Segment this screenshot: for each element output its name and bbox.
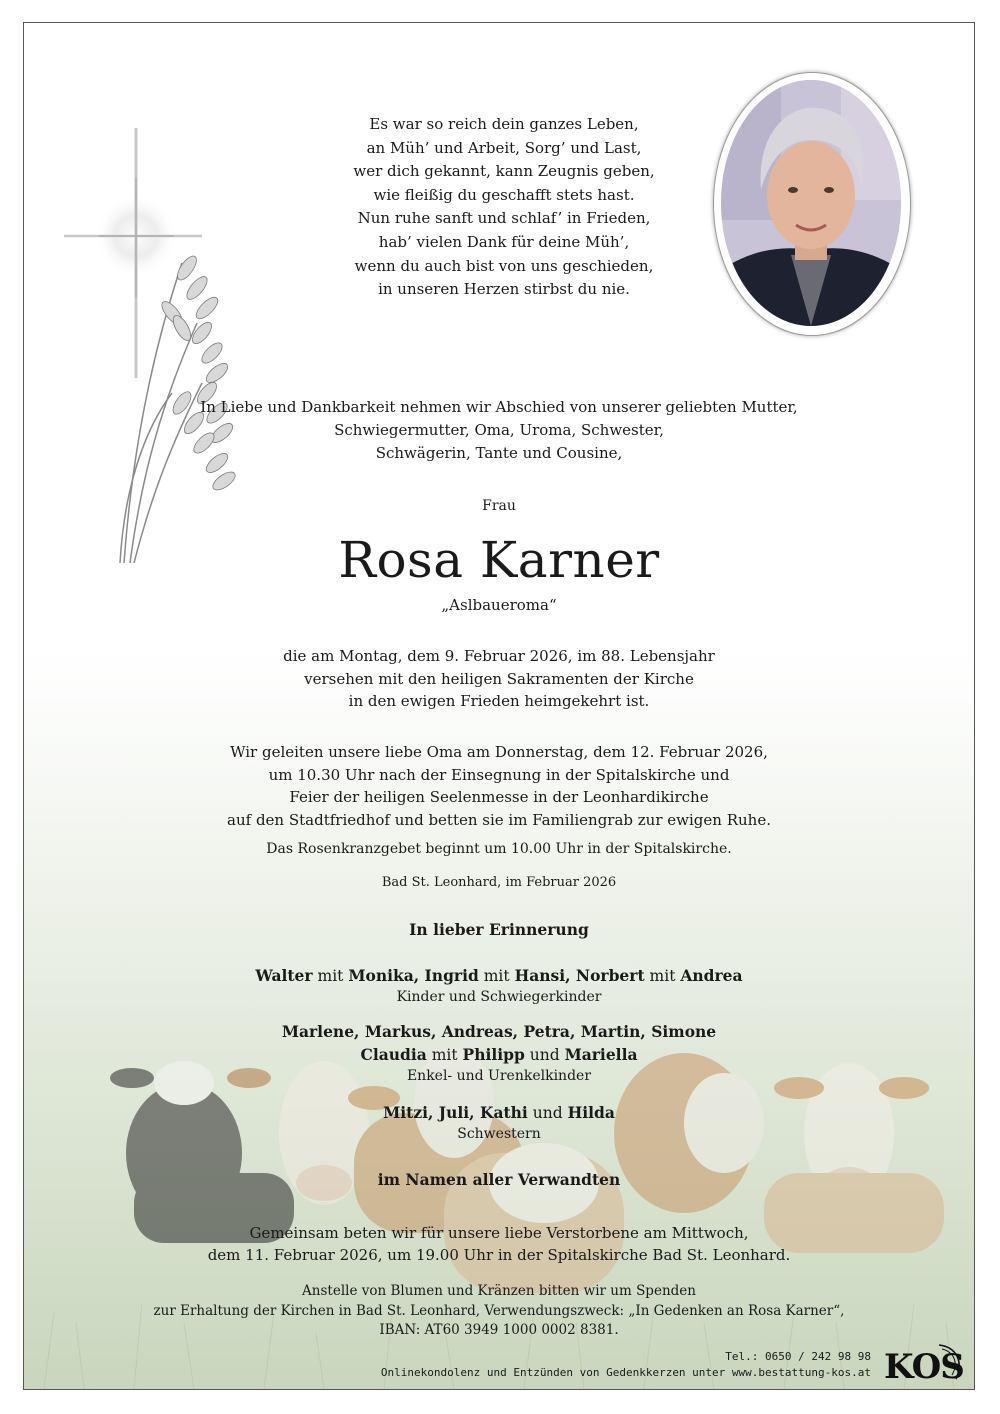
- family-name: Mitzi, Juli, Kathi: [383, 1103, 528, 1122]
- intro-line: Schwiegermutter, Oma, Uroma, Schwester,: [334, 421, 664, 439]
- sibling-names: [24, 1103, 974, 1122]
- family-name: Mariella: [564, 1045, 638, 1064]
- kos-logo: [884, 1343, 964, 1385]
- death-notice-line: in den ewigen Frieden heimgekehrt ist.: [348, 692, 650, 710]
- poem: [294, 113, 714, 302]
- grandchildren-names: Marlene, Markus, Andreas, Petra, Martin, Simone: [281, 1022, 717, 1041]
- connector: und: [524, 1046, 565, 1064]
- relation-label: Kinder und Schwiegerkinder: [396, 989, 602, 1005]
- family-name: Hilda: [567, 1103, 615, 1122]
- prayer-line: dem 11. Februar 2026, um 19.00 Uhr in der Spitalskirche Bad St. Leonhard.: [207, 1246, 791, 1264]
- connector: mit: [644, 967, 681, 985]
- place-date: Bad St. Leonhard, im Februar 2026: [381, 875, 617, 890]
- portrait-photo: [721, 80, 901, 326]
- prayer-info: [24, 1222, 974, 1266]
- connector: mit: [426, 1046, 463, 1064]
- rosary-info: Das Rosenkranzgebet beginnt um 10.00 Uhr in der Spitalskirche.: [266, 841, 732, 857]
- family-name: Monika, Ingrid: [348, 966, 479, 985]
- poem-line: wenn du auch bist von uns geschieden,: [354, 256, 654, 275]
- relation-label: Enkel- und Urenkelkinder: [406, 1068, 592, 1084]
- donation-line: Anstelle von Blumen und Kränzen bitten wir um Spenden: [302, 1283, 696, 1299]
- funeral-line: Wir geleiten unsere liebe Oma am Donnerstag, dem 12. Februar 2026,: [230, 743, 768, 761]
- family-name: Walter: [255, 966, 313, 985]
- grandchildren-names: [24, 1045, 974, 1064]
- family-name: Hansi, Norbert: [514, 966, 645, 985]
- salutation: Frau: [482, 498, 516, 514]
- intro-line: Schwägerin, Tante und Cousine,: [375, 444, 623, 462]
- intro-line: In Liebe und Dankbarkeit nehmen wir Abschied von unserer geliebten Mutter,: [200, 398, 798, 416]
- online-condolence: Onlinekondolenz und Entzünden von Gedenkkerzen unter www.bestattung-kos.at: [380, 1366, 871, 1379]
- memory-heading: In lieber Erinnerung: [409, 920, 589, 939]
- donation-line: IBAN: AT60 3949 1000 0002 8381.: [379, 1322, 619, 1338]
- all-relatives: im Namen aller Verwandten: [377, 1170, 621, 1189]
- poem-line: hab’ vielen Dank für deine Müh’,: [378, 232, 630, 251]
- death-notice-line: die am Montag, dem 9. Februar 2026, im 88. Lebensjahr: [283, 647, 715, 665]
- connector: mit: [478, 967, 515, 985]
- funeral-line: Feier der heiligen Seelenmesse in der Leonhardikirche: [289, 788, 709, 806]
- family-name: Andrea: [680, 966, 743, 985]
- deceased-name: Rosa Karner: [338, 531, 660, 589]
- donation-info: [24, 1282, 974, 1341]
- donation-line: zur Erhaltung der Kirchen in Bad St. Leonhard, Verwendungszweck: „In Gedenken an Rosa Karner“,: [153, 1302, 845, 1319]
- funeral-line: auf den Stadtfriedhof und betten sie im Familiengrab zur ewigen Ruhe.: [227, 810, 771, 829]
- family-name: Claudia: [360, 1045, 427, 1064]
- connector: und: [527, 1104, 568, 1122]
- funeral-line: um 10.30 Uhr nach der Einsegnung in der Spitalskirche und: [268, 765, 730, 784]
- prayer-line: Gemeinsam beten wir für unsere liebe Verstorbene am Mittwoch,: [249, 1224, 749, 1242]
- funeral-info: [24, 741, 974, 831]
- poem-line: an Müh’ und Arbeit, Sorg’ und Last,: [366, 138, 642, 157]
- family-name: Philipp: [462, 1045, 525, 1064]
- poem-line: wer dich gekannt, kann Zeugnis geben,: [353, 162, 655, 181]
- obituary-card: [23, 22, 975, 1390]
- poem-line: Nun ruhe sanft und schlaf’ in Frieden,: [357, 209, 651, 228]
- nickname: „Aslbaueroma“: [441, 596, 557, 614]
- poem-line: wie fleißig du geschafft stets hast.: [373, 185, 635, 204]
- children-names: [24, 966, 974, 985]
- logo-text: KOS: [884, 1347, 964, 1387]
- phone-number: Tel.: 0650 / 242 98 98: [725, 1350, 871, 1363]
- poem-line: in unseren Herzen stirbst du nie.: [378, 280, 630, 299]
- death-notice-line: versehen mit den heiligen Sakramenten der Kirche: [304, 669, 694, 688]
- poem-line: Es war so reich dein ganzes Leben,: [369, 115, 639, 133]
- death-notice: [24, 645, 974, 713]
- connector: mit: [312, 967, 349, 985]
- intro-text: [24, 396, 974, 465]
- relation-label: Schwestern: [457, 1126, 541, 1142]
